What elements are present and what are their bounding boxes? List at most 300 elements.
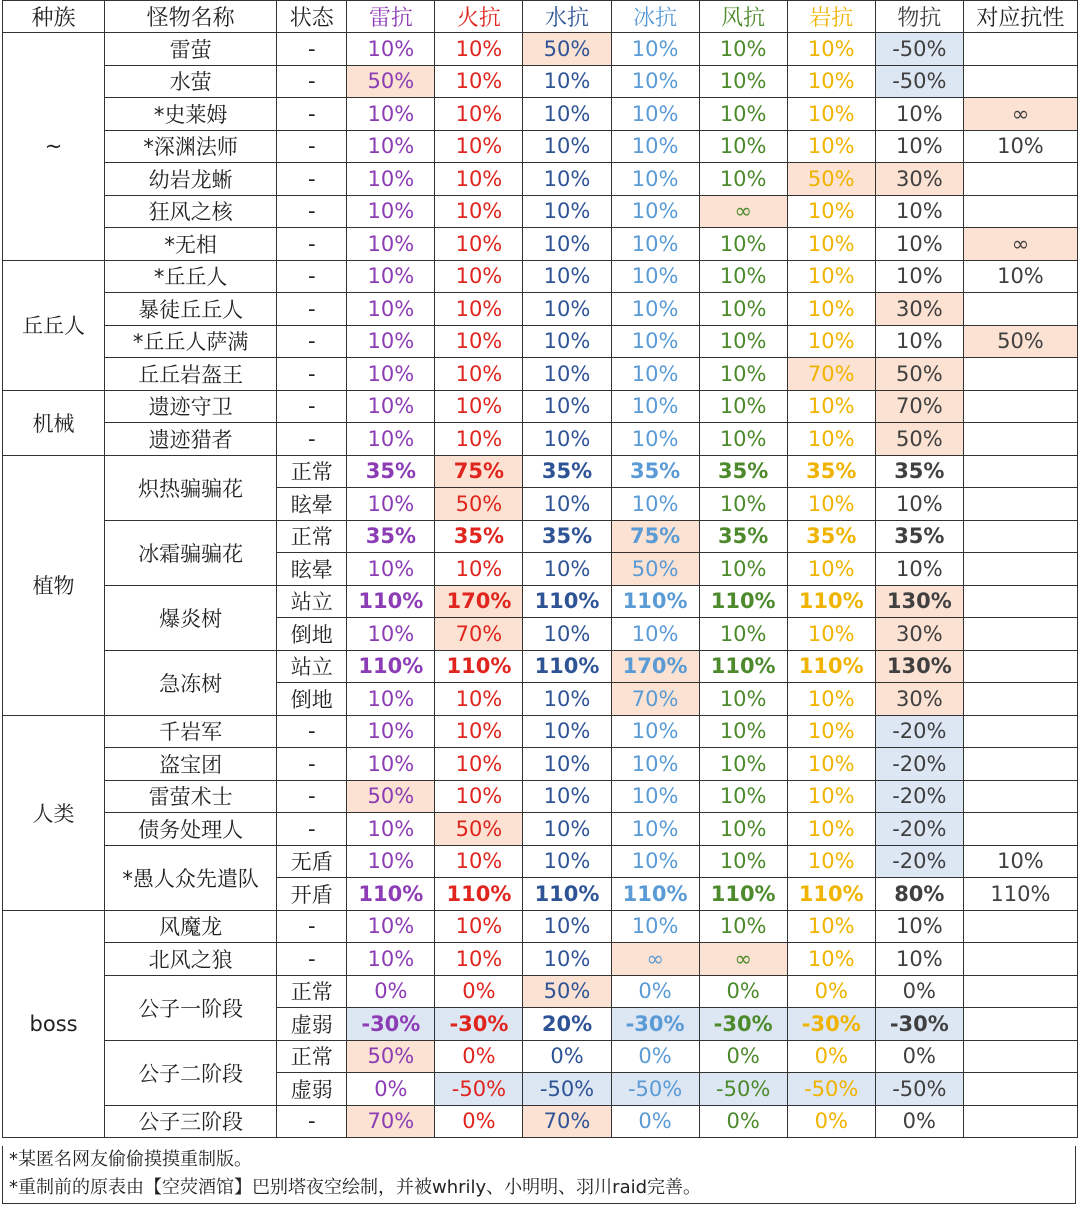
header-pyro-res: 火抗 (435, 1, 523, 33)
phys-res-cell: -50% (875, 1073, 963, 1106)
pyro-res-cell: 10% (435, 910, 523, 943)
table-row (3, 1040, 1078, 1073)
geo-res-cell: 10% (787, 293, 875, 326)
hydro-res-cell: 10% (523, 358, 611, 391)
cryo-res-cell: 10% (611, 130, 699, 163)
table-row (3, 455, 1078, 488)
hydro-res-cell: 10% (523, 130, 611, 163)
phys-res-cell: -20% (875, 748, 963, 781)
anemo-res-cell: 0% (699, 1040, 787, 1073)
elec-res-cell: 110% (347, 585, 435, 618)
cryo-res-cell: 70% (611, 683, 699, 716)
geo-res-cell: 10% (787, 33, 875, 66)
corresponding-res-cell (963, 748, 1077, 781)
elec-res-cell: 70% (347, 1105, 435, 1138)
state-cell: 正常 (277, 1040, 347, 1073)
elec-res-cell: 110% (347, 650, 435, 683)
phys-res-cell: 10% (875, 488, 963, 521)
hydro-res-cell: 10% (523, 748, 611, 781)
anemo-res-cell: 10% (699, 683, 787, 716)
hydro-res-cell: 110% (523, 878, 611, 911)
table-row (3, 390, 1078, 423)
header-name: 怪物名称 (105, 1, 277, 33)
cryo-res-cell: 10% (611, 390, 699, 423)
corresponding-res-cell (963, 1040, 1077, 1073)
state-cell: - (277, 260, 347, 293)
geo-res-cell: 10% (787, 813, 875, 846)
elec-res-cell: 10% (347, 195, 435, 228)
geo-res-cell: 10% (787, 98, 875, 131)
pyro-res-cell: 10% (435, 780, 523, 813)
anemo-res-cell: 35% (699, 520, 787, 553)
pyro-res-cell: 0% (435, 1105, 523, 1138)
header-phys-res: 物抗 (875, 1, 963, 33)
table-row (3, 748, 1078, 781)
phys-res-cell: -30% (875, 1008, 963, 1041)
header-cryo-res: 冰抗 (611, 1, 699, 33)
state-cell: 眩晕 (277, 488, 347, 521)
table-row (3, 813, 1078, 846)
phys-res-cell: 10% (875, 260, 963, 293)
pyro-res-cell: -30% (435, 1008, 523, 1041)
pyro-res-cell: 10% (435, 163, 523, 196)
hydro-res-cell: 0% (523, 1040, 611, 1073)
anemo-res-cell: 10% (699, 65, 787, 98)
hydro-res-cell: 10% (523, 488, 611, 521)
state-cell: 眩晕 (277, 553, 347, 586)
anemo-res-cell: 10% (699, 260, 787, 293)
pyro-res-cell: 10% (435, 683, 523, 716)
corresponding-res-cell: 10% (963, 845, 1077, 878)
header-anemo-res: 风抗 (699, 1, 787, 33)
corresponding-res-cell (963, 1073, 1077, 1106)
table-row (3, 33, 1078, 66)
hydro-res-cell: 10% (523, 98, 611, 131)
race-cell: boss (3, 910, 105, 1138)
pyro-res-cell: 170% (435, 585, 523, 618)
monster-name-cell: *无相 (105, 228, 277, 261)
cryo-res-cell: 10% (611, 715, 699, 748)
pyro-res-cell: 10% (435, 130, 523, 163)
cryo-res-cell: 35% (611, 455, 699, 488)
phys-res-cell: -20% (875, 845, 963, 878)
cryo-res-cell: 10% (611, 325, 699, 358)
pyro-res-cell: 10% (435, 715, 523, 748)
hydro-res-cell: 35% (523, 455, 611, 488)
pyro-res-cell: 10% (435, 553, 523, 586)
phys-res-cell: 130% (875, 585, 963, 618)
phys-res-cell: 30% (875, 293, 963, 326)
cryo-res-cell: 110% (611, 878, 699, 911)
corresponding-res-cell (963, 910, 1077, 943)
elec-res-cell: 10% (347, 943, 435, 976)
phys-res-cell: 30% (875, 618, 963, 651)
phys-res-cell: 70% (875, 390, 963, 423)
hydro-res-cell: 50% (523, 975, 611, 1008)
geo-res-cell: 10% (787, 845, 875, 878)
phys-res-cell: 35% (875, 455, 963, 488)
elec-res-cell: 10% (347, 358, 435, 391)
state-cell: 正常 (277, 520, 347, 553)
monster-name-cell: *深渊法师 (105, 130, 277, 163)
corresponding-res-cell (963, 163, 1077, 196)
anemo-res-cell: 10% (699, 358, 787, 391)
phys-res-cell: 0% (875, 1105, 963, 1138)
state-cell: 虚弱 (277, 1008, 347, 1041)
pyro-res-cell: 10% (435, 98, 523, 131)
elec-res-cell: 10% (347, 293, 435, 326)
phys-res-cell: 10% (875, 910, 963, 943)
anemo-res-cell: 110% (699, 585, 787, 618)
geo-res-cell: 35% (787, 520, 875, 553)
anemo-res-cell: 10% (699, 130, 787, 163)
elec-res-cell: 10% (347, 813, 435, 846)
geo-res-cell: 70% (787, 358, 875, 391)
hydro-res-cell: 10% (523, 390, 611, 423)
hydro-res-cell: 10% (523, 910, 611, 943)
corresponding-res-cell (963, 780, 1077, 813)
pyro-res-cell: 50% (435, 488, 523, 521)
state-cell: 正常 (277, 455, 347, 488)
corresponding-res-cell (963, 195, 1077, 228)
geo-res-cell: 10% (787, 780, 875, 813)
cryo-res-cell: 10% (611, 260, 699, 293)
geo-res-cell: 0% (787, 1105, 875, 1138)
cryo-res-cell: 10% (611, 780, 699, 813)
state-cell: - (277, 228, 347, 261)
state-cell: - (277, 358, 347, 391)
hydro-res-cell: 10% (523, 325, 611, 358)
hydro-res-cell: 10% (523, 195, 611, 228)
cryo-res-cell: 10% (611, 910, 699, 943)
table-row (3, 260, 1078, 293)
pyro-res-cell: 10% (435, 943, 523, 976)
pyro-res-cell: 10% (435, 358, 523, 391)
state-cell: - (277, 1105, 347, 1138)
header-race: 种族 (3, 1, 105, 33)
cryo-res-cell: 10% (611, 293, 699, 326)
state-cell: - (277, 780, 347, 813)
race-cell: 人类 (3, 715, 105, 910)
geo-res-cell: -30% (787, 1008, 875, 1041)
cryo-res-cell: 0% (611, 1040, 699, 1073)
monster-name-cell: 狂风之核 (105, 195, 277, 228)
phys-res-cell: -20% (875, 780, 963, 813)
corresponding-res-cell: 10% (963, 130, 1077, 163)
cryo-res-cell: 10% (611, 228, 699, 261)
table-row (3, 650, 1078, 683)
anemo-res-cell: 10% (699, 423, 787, 456)
anemo-res-cell: 10% (699, 715, 787, 748)
geo-res-cell: 10% (787, 910, 875, 943)
geo-res-cell: 10% (787, 943, 875, 976)
state-cell: - (277, 748, 347, 781)
corresponding-res-cell (963, 390, 1077, 423)
table-row (3, 325, 1078, 358)
elec-res-cell: 10% (347, 553, 435, 586)
corresponding-res-cell (963, 520, 1077, 553)
pyro-res-cell: 10% (435, 423, 523, 456)
table-row (3, 910, 1078, 943)
monster-name-cell: 暴徒丘丘人 (105, 293, 277, 326)
anemo-res-cell: 10% (699, 910, 787, 943)
pyro-res-cell: 50% (435, 813, 523, 846)
monster-name-cell: 急冻树 (105, 650, 277, 715)
anemo-res-cell: 10% (699, 813, 787, 846)
hydro-res-cell: 10% (523, 228, 611, 261)
pyro-res-cell: 10% (435, 260, 523, 293)
geo-res-cell: 10% (787, 65, 875, 98)
anemo-res-cell: ∞ (699, 195, 787, 228)
anemo-res-cell: 110% (699, 650, 787, 683)
hydro-res-cell: 10% (523, 813, 611, 846)
corresponding-res-cell: ∞ (963, 98, 1077, 131)
pyro-res-cell: 70% (435, 618, 523, 651)
geo-res-cell: 10% (787, 228, 875, 261)
monster-name-cell: 遗迹猎者 (105, 423, 277, 456)
pyro-res-cell: 10% (435, 195, 523, 228)
footnote-2: *重制前的原表由【空荧酒馆】巴别塔夜空绘制，并被whrily、小明明、羽川raid完善。 (9, 1177, 702, 1198)
cryo-res-cell: 10% (611, 163, 699, 196)
pyro-res-cell: 10% (435, 65, 523, 98)
table-row (3, 130, 1078, 163)
hydro-res-cell: 10% (523, 65, 611, 98)
cryo-res-cell: 10% (611, 488, 699, 521)
state-cell: 无盾 (277, 845, 347, 878)
anemo-res-cell: 0% (699, 975, 787, 1008)
elec-res-cell: 50% (347, 780, 435, 813)
state-cell: - (277, 130, 347, 163)
anemo-res-cell: 10% (699, 748, 787, 781)
geo-res-cell: 10% (787, 390, 875, 423)
pyro-res-cell: 110% (435, 878, 523, 911)
elec-res-cell: 10% (347, 98, 435, 131)
state-cell: 倒地 (277, 683, 347, 716)
geo-res-cell: 10% (787, 130, 875, 163)
monster-name-cell: *丘丘人萨满 (105, 325, 277, 358)
cryo-res-cell: 10% (611, 618, 699, 651)
phys-res-cell: -50% (875, 33, 963, 66)
phys-res-cell: 10% (875, 228, 963, 261)
pyro-res-cell: 10% (435, 293, 523, 326)
corresponding-res-cell (963, 423, 1077, 456)
anemo-res-cell: 10% (699, 33, 787, 66)
monster-name-cell: 千岩军 (105, 715, 277, 748)
pyro-res-cell: 10% (435, 748, 523, 781)
hydro-res-cell: 10% (523, 618, 611, 651)
elec-res-cell: 10% (347, 33, 435, 66)
monster-name-cell: 幼岩龙蜥 (105, 163, 277, 196)
monster-name-cell: 盗宝团 (105, 748, 277, 781)
phys-res-cell: 130% (875, 650, 963, 683)
state-cell: - (277, 423, 347, 456)
cryo-res-cell: 10% (611, 358, 699, 391)
geo-res-cell: 10% (787, 748, 875, 781)
corresponding-res-cell: 110% (963, 878, 1077, 911)
cryo-res-cell: 50% (611, 553, 699, 586)
corresponding-res-cell (963, 553, 1077, 586)
monster-name-cell: *愚人众先遣队 (105, 845, 277, 910)
hydro-res-cell: 20% (523, 1008, 611, 1041)
hydro-res-cell: 10% (523, 423, 611, 456)
corresponding-res-cell (963, 683, 1077, 716)
corresponding-res-cell: 10% (963, 260, 1077, 293)
elec-res-cell: 10% (347, 163, 435, 196)
cryo-res-cell: -30% (611, 1008, 699, 1041)
table-row (3, 943, 1078, 976)
hydro-res-cell: 10% (523, 845, 611, 878)
monster-name-cell: 风魔龙 (105, 910, 277, 943)
elec-res-cell: 0% (347, 1073, 435, 1106)
corresponding-res-cell (963, 975, 1077, 1008)
elec-res-cell: 10% (347, 130, 435, 163)
elec-res-cell: 10% (347, 390, 435, 423)
geo-res-cell: 0% (787, 975, 875, 1008)
monster-name-cell: 丘丘岩盔王 (105, 358, 277, 391)
hydro-res-cell: 10% (523, 780, 611, 813)
monster-name-cell: 炽热骗骗花 (105, 455, 277, 520)
hydro-res-cell: -50% (523, 1073, 611, 1106)
phys-res-cell: 50% (875, 358, 963, 391)
monster-name-cell: 冰霜骗骗花 (105, 520, 277, 585)
hydro-res-cell: 110% (523, 585, 611, 618)
state-cell: - (277, 715, 347, 748)
phys-res-cell: -50% (875, 65, 963, 98)
race-cell: 机械 (3, 390, 105, 455)
corresponding-res-cell (963, 715, 1077, 748)
hydro-res-cell: 10% (523, 553, 611, 586)
hydro-res-cell: 110% (523, 650, 611, 683)
cryo-res-cell: 170% (611, 650, 699, 683)
elec-res-cell: 0% (347, 975, 435, 1008)
elec-res-cell: 50% (347, 1040, 435, 1073)
table-row (3, 98, 1078, 131)
elec-res-cell: 10% (347, 715, 435, 748)
anemo-res-cell: 10% (699, 228, 787, 261)
cryo-res-cell: 10% (611, 98, 699, 131)
monster-name-cell: 爆炎树 (105, 585, 277, 650)
geo-res-cell: 10% (787, 325, 875, 358)
anemo-res-cell: 10% (699, 780, 787, 813)
corresponding-res-cell (963, 455, 1077, 488)
elec-res-cell: 10% (347, 618, 435, 651)
elec-res-cell: 10% (347, 683, 435, 716)
corresponding-res-cell (963, 358, 1077, 391)
state-cell: - (277, 293, 347, 326)
header-state: 状态 (277, 1, 347, 33)
geo-res-cell: 0% (787, 1040, 875, 1073)
state-cell: - (277, 65, 347, 98)
state-cell: - (277, 325, 347, 358)
state-cell: 正常 (277, 975, 347, 1008)
pyro-res-cell: 110% (435, 650, 523, 683)
cryo-res-cell: -50% (611, 1073, 699, 1106)
state-cell: 站立 (277, 650, 347, 683)
phys-res-cell: 0% (875, 1040, 963, 1073)
anemo-res-cell: 10% (699, 488, 787, 521)
phys-res-cell: 10% (875, 943, 963, 976)
phys-res-cell: 10% (875, 325, 963, 358)
geo-res-cell: 110% (787, 585, 875, 618)
state-cell: - (277, 163, 347, 196)
header-geo-res: 岩抗 (787, 1, 875, 33)
pyro-res-cell: 10% (435, 390, 523, 423)
corresponding-res-cell (963, 813, 1077, 846)
geo-res-cell: 110% (787, 650, 875, 683)
corresponding-res-cell (963, 65, 1077, 98)
phys-res-cell: 30% (875, 163, 963, 196)
elec-res-cell: 10% (347, 423, 435, 456)
cryo-res-cell: 10% (611, 195, 699, 228)
monster-name-cell: 公子三阶段 (105, 1105, 277, 1138)
race-cell: ~ (3, 33, 105, 261)
elec-res-cell: 35% (347, 455, 435, 488)
state-cell: 站立 (277, 585, 347, 618)
pyro-res-cell: -50% (435, 1073, 523, 1106)
table-row (3, 228, 1078, 261)
header-elec-res: 雷抗 (347, 1, 435, 33)
elec-res-cell: 10% (347, 260, 435, 293)
anemo-res-cell: 10% (699, 163, 787, 196)
cryo-res-cell: 10% (611, 813, 699, 846)
table-row (3, 358, 1078, 391)
pyro-res-cell: 10% (435, 228, 523, 261)
pyro-res-cell: 0% (435, 975, 523, 1008)
state-cell: 虚弱 (277, 1073, 347, 1106)
corresponding-res-cell (963, 943, 1077, 976)
geo-res-cell: 10% (787, 260, 875, 293)
anemo-res-cell: 10% (699, 325, 787, 358)
table-row (3, 1105, 1078, 1138)
header-hydro-res: 水抗 (523, 1, 611, 33)
phys-res-cell: -20% (875, 813, 963, 846)
state-cell: - (277, 33, 347, 66)
table-row (3, 520, 1078, 553)
phys-res-cell: 80% (875, 878, 963, 911)
hydro-res-cell: 10% (523, 715, 611, 748)
elec-res-cell: 10% (347, 488, 435, 521)
elec-res-cell: 10% (347, 748, 435, 781)
anemo-res-cell: 35% (699, 455, 787, 488)
hydro-res-cell: 10% (523, 683, 611, 716)
cryo-res-cell: 10% (611, 33, 699, 66)
geo-res-cell: 110% (787, 878, 875, 911)
corresponding-res-cell (963, 650, 1077, 683)
anemo-res-cell: 0% (699, 1105, 787, 1138)
pyro-res-cell: 10% (435, 845, 523, 878)
corresponding-res-cell (963, 618, 1077, 651)
corresponding-res-cell (963, 293, 1077, 326)
corresponding-res-cell (963, 1105, 1077, 1138)
phys-res-cell: 50% (875, 423, 963, 456)
anemo-res-cell: -50% (699, 1073, 787, 1106)
pyro-res-cell: 0% (435, 1040, 523, 1073)
state-cell: - (277, 910, 347, 943)
state-cell: 倒地 (277, 618, 347, 651)
cryo-res-cell: 0% (611, 1105, 699, 1138)
monster-name-cell: 公子一阶段 (105, 975, 277, 1040)
monster-name-cell: *丘丘人 (105, 260, 277, 293)
hydro-res-cell: 50% (523, 33, 611, 66)
corresponding-res-cell: 50% (963, 325, 1077, 358)
geo-res-cell: 10% (787, 715, 875, 748)
elec-res-cell: 10% (347, 845, 435, 878)
anemo-res-cell: 10% (699, 390, 787, 423)
anemo-res-cell: 10% (699, 845, 787, 878)
table-row (3, 293, 1078, 326)
geo-res-cell: 35% (787, 455, 875, 488)
cryo-res-cell: 10% (611, 748, 699, 781)
